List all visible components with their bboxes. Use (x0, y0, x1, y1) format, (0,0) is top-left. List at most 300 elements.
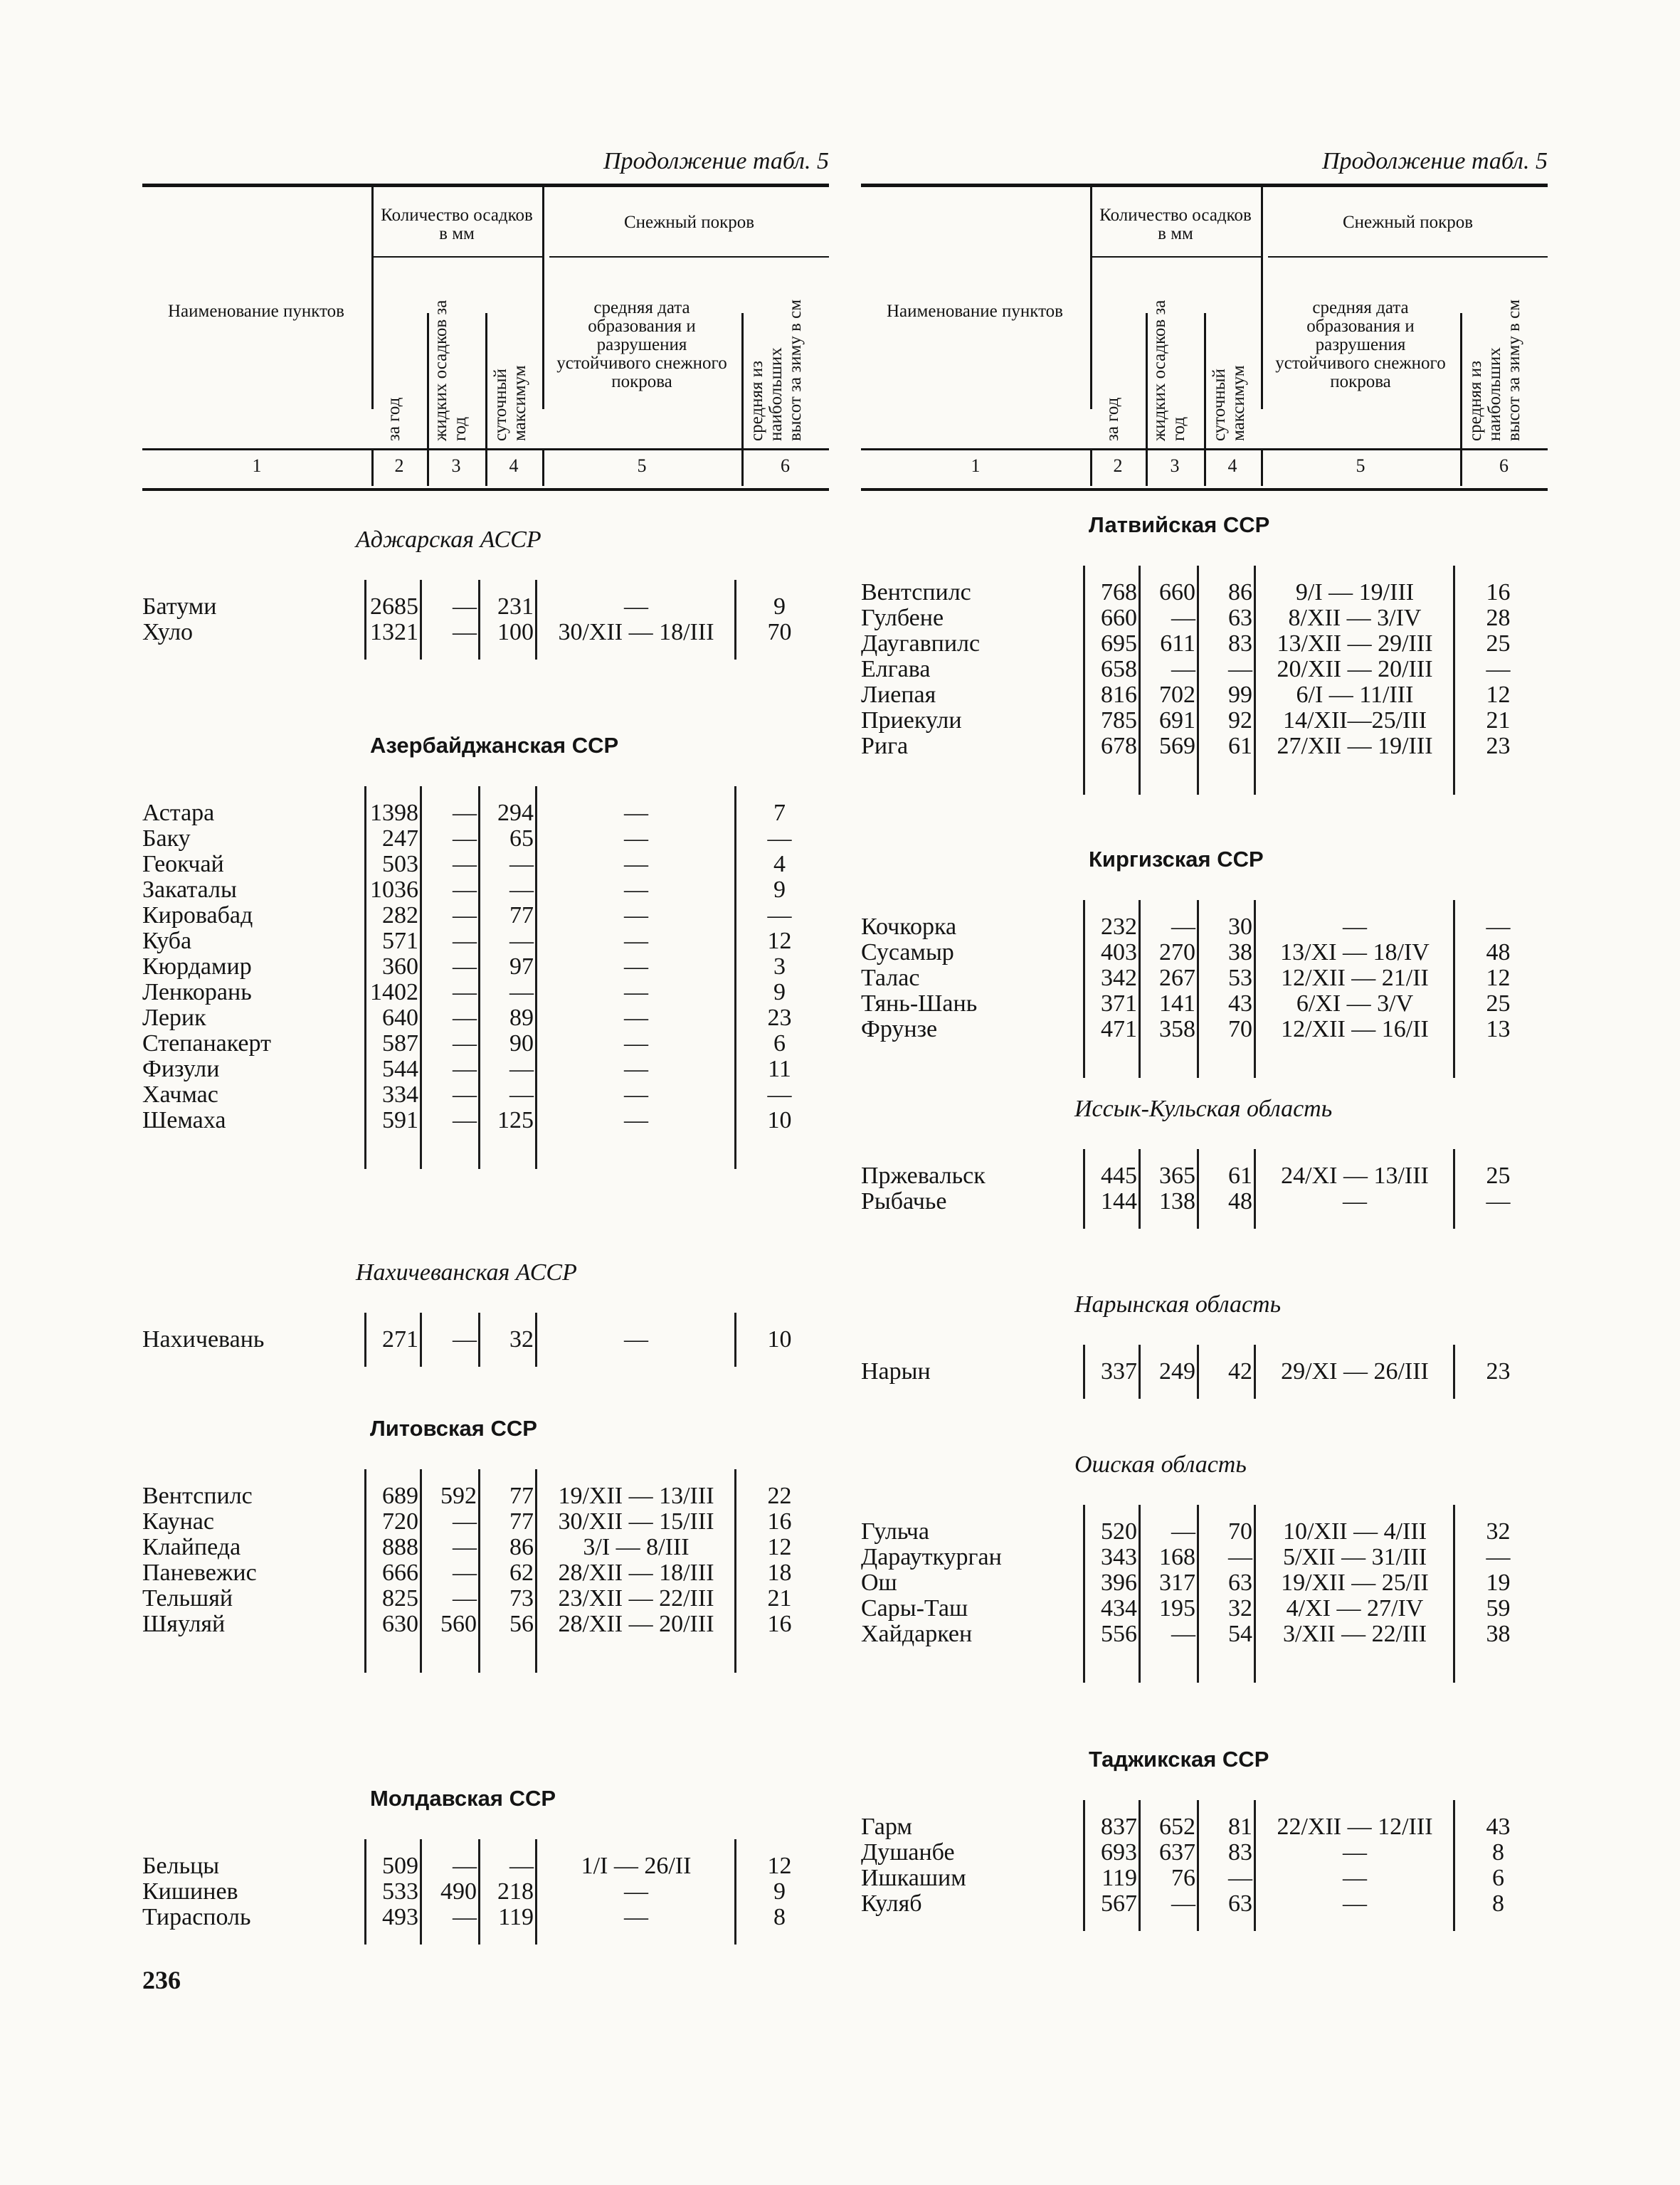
precip-year: 768 (1101, 579, 1137, 605)
table-row (142, 1853, 829, 1879)
table-row (861, 914, 1548, 940)
precip-year: 520 (1101, 1518, 1137, 1545)
station-name: Лиепая (861, 682, 936, 708)
snow-dates: 24/XI — 13/III (1281, 1163, 1429, 1189)
header-divider (542, 185, 544, 409)
daily-column-header: суточный максимум (491, 365, 529, 441)
snow-group-rule (1268, 256, 1548, 258)
precip-daily-max: 125 (497, 1107, 534, 1133)
snow-dates: — (624, 851, 648, 877)
precip-year: 1398 (370, 800, 418, 826)
station-name: Фрунзе (861, 1016, 938, 1042)
snow-dates: — (624, 800, 648, 826)
snow-dates: 30/XII — 15/III (558, 1508, 714, 1535)
station-name: Гулбене (861, 605, 944, 631)
station-name: Шемаха (142, 1107, 226, 1133)
snow-height: 3 (773, 953, 786, 980)
station-name: Каунас (142, 1508, 214, 1535)
year-column-header: за год (384, 397, 403, 441)
precip-liquid: — (453, 851, 477, 877)
station-name: Ош (861, 1570, 897, 1596)
precip-daily-max: 70 (1228, 1518, 1252, 1545)
snow-height: 25 (1486, 630, 1511, 657)
snow-height: 21 (767, 1585, 792, 1612)
snow-height: 48 (1486, 939, 1511, 965)
table-row (861, 1814, 1548, 1840)
snow-dates: 13/XI — 18/IV (1280, 939, 1430, 965)
precip-liquid: — (1171, 914, 1195, 940)
header-divider (427, 313, 429, 448)
precip-year: 888 (382, 1534, 418, 1560)
station-name: Лерик (142, 1005, 206, 1031)
snow-dates: 6/I — 11/III (1296, 682, 1414, 708)
precip-daily-max: 38 (1228, 939, 1252, 965)
snow-height: — (767, 1081, 792, 1108)
station-name: Ишкашим (861, 1865, 966, 1891)
snow-dates: — (1343, 1865, 1367, 1891)
header-divider (1261, 185, 1263, 409)
precip-daily-max: — (509, 1081, 534, 1108)
station-name: Рига (861, 733, 909, 759)
precip-liquid: — (453, 1560, 477, 1586)
page-number: 236 (142, 1966, 181, 1994)
snow-dates: — (1343, 1839, 1367, 1866)
precip-daily-max: — (509, 1853, 534, 1879)
precip-liquid: 490 (440, 1878, 477, 1905)
table-row (861, 940, 1548, 965)
precip-daily-max: — (509, 877, 534, 903)
precip-liquid: 611 (1160, 630, 1195, 657)
precip-year: 144 (1101, 1188, 1137, 1215)
snow-dates: — (624, 1326, 648, 1353)
liquid-column-header: жидких осадков за год (1150, 300, 1188, 441)
precip-daily-max: 83 (1228, 1839, 1252, 1866)
precip-year: 591 (382, 1107, 418, 1133)
snow-height: — (1486, 656, 1511, 682)
precip-year: 544 (382, 1056, 418, 1082)
snow-height: 12 (767, 1534, 792, 1560)
table-row (142, 954, 829, 980)
table-row (861, 965, 1548, 991)
station-name: Шяуляй (142, 1611, 226, 1637)
snow-height: — (767, 825, 792, 852)
station-name: Хайдаркен (861, 1621, 973, 1647)
precip-liquid: 76 (1171, 1865, 1195, 1891)
table-row (861, 1840, 1548, 1866)
right-column (861, 142, 1548, 1992)
precip-daily-max: — (1228, 1544, 1252, 1570)
precip-daily-max: 30 (1228, 914, 1252, 940)
table-row (142, 980, 829, 1005)
snow-height: 10 (767, 1107, 792, 1133)
snow-dates: — (1343, 1890, 1367, 1917)
snow-height: — (1486, 1188, 1511, 1215)
station-name: Куба (142, 928, 192, 954)
precip-year: 360 (382, 953, 418, 980)
column-number: 3 (1170, 455, 1180, 476)
snow-height: — (1486, 1544, 1511, 1570)
snow-dates: 6/XI — 3/V (1296, 990, 1414, 1017)
precip-year: 445 (1101, 1163, 1137, 1189)
region-rows (142, 800, 829, 1133)
precip-liquid: — (453, 1585, 477, 1612)
precip-group-header: Количество осадков в мм (381, 206, 533, 243)
precip-daily-max: 92 (1228, 707, 1252, 734)
precip-group-rule (1090, 256, 1261, 258)
snow-height: 4 (773, 851, 786, 877)
precip-year: 837 (1101, 1814, 1137, 1840)
header-divider (485, 313, 487, 448)
station-name: Приекули (861, 707, 962, 734)
region-rows (861, 914, 1548, 1042)
precip-daily-max: 77 (509, 1508, 534, 1535)
precip-year: 343 (1101, 1544, 1137, 1570)
table-row (861, 1866, 1548, 1891)
header-top-rule (142, 184, 829, 187)
table-row (861, 631, 1548, 657)
snow-dates: — (624, 593, 648, 620)
snow-height: — (767, 902, 792, 929)
snow-height: 8 (1492, 1890, 1504, 1917)
header-divider (1204, 313, 1206, 448)
station-name: Хуло (142, 619, 194, 645)
snow-height: 9 (773, 1878, 786, 1905)
snow-height: 22 (767, 1483, 792, 1509)
snow-dates: 23/XII — 22/III (558, 1585, 714, 1612)
region-rows (142, 594, 829, 645)
precip-year: 503 (382, 851, 418, 877)
station-name: Сары-Таш (861, 1595, 968, 1621)
snow-dates: — (624, 928, 648, 954)
precip-daily-max: 90 (509, 1030, 534, 1057)
precip-year: 493 (382, 1904, 418, 1930)
table-row (142, 826, 829, 852)
station-name: Бельцы (142, 1853, 220, 1879)
snow-height: 16 (767, 1611, 792, 1637)
table-row (861, 1519, 1548, 1545)
station-name: Нарын (861, 1358, 931, 1385)
snow-height: 38 (1486, 1621, 1511, 1647)
station-name: Тирасполь (142, 1904, 251, 1930)
snow-dates: 3/XII — 22/III (1282, 1621, 1427, 1647)
station-name: Вентспилс (861, 579, 971, 605)
precip-year: 556 (1101, 1621, 1137, 1647)
precip-year: 434 (1101, 1595, 1137, 1621)
station-name: Елгава (861, 656, 931, 682)
snow-dates: 4/XI — 27/IV (1286, 1595, 1424, 1621)
snow-dates: 28/XII — 18/III (558, 1560, 714, 1586)
table-row (861, 1017, 1548, 1042)
precip-daily-max: — (509, 979, 534, 1005)
table-row (142, 1483, 829, 1509)
snow-height: 43 (1486, 1814, 1511, 1840)
snow-dates: 12/XII — 21/II (1281, 965, 1429, 991)
snow-dates: 12/XII — 16/II (1281, 1016, 1429, 1042)
precip-daily-max: 86 (509, 1534, 534, 1560)
precip-year: 1321 (370, 619, 418, 645)
table-row (142, 1879, 829, 1905)
snow-dates: 9/I — 19/III (1295, 579, 1415, 605)
table-row (861, 1621, 1548, 1647)
precip-liquid: — (453, 1005, 477, 1031)
snow-height: 10 (767, 1326, 792, 1353)
precip-liquid: — (453, 1056, 477, 1082)
precip-liquid: — (453, 1508, 477, 1535)
table-row (142, 1327, 829, 1353)
table-row (142, 929, 829, 954)
column-number: 2 (1113, 455, 1123, 476)
snow-dates: — (1343, 1188, 1367, 1215)
precip-daily-max: 97 (509, 953, 534, 980)
region-title: Латвийская ССР (1089, 512, 1270, 537)
left-column (142, 142, 829, 1992)
precip-daily-max: 231 (497, 593, 534, 620)
precip-liquid: — (453, 979, 477, 1005)
snow-height: 12 (1486, 682, 1511, 708)
column-number: 2 (394, 455, 404, 476)
precip-liquid: — (453, 1030, 477, 1057)
region-title: Ошская область (1074, 1451, 1247, 1478)
region-title: Азербайджанская ССР (370, 733, 619, 758)
snow-height: 23 (1486, 733, 1511, 759)
station-name: Тельшяй (142, 1585, 233, 1612)
precip-liquid: 660 (1159, 579, 1195, 605)
snow-height: 70 (767, 619, 792, 645)
precip-liquid: — (453, 953, 477, 980)
table-row (142, 903, 829, 929)
precip-year: 371 (1101, 990, 1137, 1017)
numbers-bottom-rule (861, 488, 1548, 491)
snow-dates: 28/XII — 20/III (558, 1611, 714, 1637)
region-title: Киргизская ССР (1089, 847, 1264, 872)
snow-group-header: Снежный покров (623, 213, 755, 232)
precip-daily-max: 61 (1228, 1163, 1252, 1189)
snow-height: 9 (773, 979, 786, 1005)
precip-liquid: 702 (1159, 682, 1195, 708)
precip-year: 587 (382, 1030, 418, 1057)
precip-year: 666 (382, 1560, 418, 1586)
precip-daily-max: 77 (509, 902, 534, 929)
snow-height: 6 (773, 1030, 786, 1057)
station-name: Талас (861, 965, 920, 991)
precip-liquid: — (1171, 656, 1195, 682)
station-name: Физули (142, 1056, 220, 1082)
snow-dates: — (624, 877, 648, 903)
header-top-rule (861, 184, 1548, 187)
table-row (861, 708, 1548, 734)
precip-liquid: 270 (1159, 939, 1195, 965)
precip-year: 720 (382, 1508, 418, 1535)
name-column-header: Наименование пунктов (887, 302, 1063, 321)
station-name: Степанакерт (142, 1030, 271, 1057)
table-row (861, 1359, 1548, 1385)
station-name: Астара (142, 800, 215, 826)
snow-dates: 3/I — 8/III (583, 1534, 690, 1560)
precip-year: 271 (382, 1326, 418, 1353)
snow-dates: — (624, 979, 648, 1005)
snow-dates: — (624, 1107, 648, 1133)
precip-liquid: 365 (1159, 1163, 1195, 1189)
precip-liquid: 637 (1159, 1839, 1195, 1866)
precip-daily-max: — (1228, 1865, 1252, 1891)
precip-year: 693 (1101, 1839, 1137, 1866)
station-name: Клайпеда (142, 1534, 241, 1560)
snow-dates: 27/XII — 19/III (1277, 733, 1433, 759)
precip-liquid: — (453, 593, 477, 620)
region-title: Таджикская ССР (1089, 1747, 1269, 1772)
station-name: Кочкорка (861, 914, 957, 940)
table-row (142, 877, 829, 903)
height-column-header: средняя из наибольших высот за зиму в см (747, 299, 805, 441)
precip-year: 403 (1101, 939, 1137, 965)
precip-daily-max: 32 (509, 1326, 534, 1353)
station-name: Пржевальск (861, 1163, 986, 1189)
precip-daily-max: — (509, 851, 534, 877)
station-name: Геокчай (142, 851, 224, 877)
table-row (142, 1005, 829, 1031)
snow-dates: 19/XII — 13/III (558, 1483, 714, 1509)
precip-year: 509 (382, 1853, 418, 1879)
column-number: 1 (971, 455, 981, 476)
snow-dates: 14/XII—25/III (1282, 707, 1427, 734)
station-name: Хачмас (142, 1081, 218, 1108)
precip-liquid: — (1171, 1890, 1195, 1917)
region-rows (861, 1163, 1548, 1215)
precip-daily-max: 119 (498, 1904, 534, 1930)
station-name: Закаталы (142, 877, 237, 903)
precip-liquid: — (453, 1904, 477, 1930)
region-rows (861, 1359, 1548, 1385)
snow-height: 25 (1486, 1163, 1511, 1189)
precip-year: 396 (1101, 1570, 1137, 1596)
snow-dates: — (624, 1005, 648, 1031)
region-rows (142, 1327, 829, 1353)
snow-height: 18 (767, 1560, 792, 1586)
precip-year: 247 (382, 825, 418, 852)
station-name: Тянь-Шань (861, 990, 978, 1017)
precip-daily-max: 77 (509, 1483, 534, 1509)
snow-dates: 5/XII — 31/III (1282, 1544, 1427, 1570)
region-title: Литовская ССР (370, 1416, 537, 1441)
snow-height: 6 (1492, 1865, 1504, 1891)
column-number: 5 (637, 455, 647, 476)
snow-dates: 20/XII — 20/III (1277, 656, 1433, 682)
snow-height: 16 (1486, 579, 1511, 605)
precip-liquid: 267 (1159, 965, 1195, 991)
precip-liquid: — (453, 1326, 477, 1353)
snow-height: 7 (773, 800, 786, 826)
station-name: Кировабад (142, 902, 253, 929)
snow-dates: 29/XI — 26/III (1281, 1358, 1429, 1385)
table-row (142, 1560, 829, 1586)
precip-daily-max: 56 (509, 1611, 534, 1637)
column-number: 4 (509, 455, 519, 476)
snow-dates: 8/XII — 3/IV (1288, 605, 1422, 631)
station-name: Душанбе (861, 1839, 955, 1866)
snow-height: 8 (1492, 1839, 1504, 1866)
daily-column-header: суточный максимум (1210, 365, 1248, 441)
precip-daily-max: 54 (1228, 1621, 1252, 1647)
table-row (142, 800, 829, 826)
table-caption: Продолжение табл. 5 (1321, 148, 1548, 174)
precip-year: 1036 (370, 877, 418, 903)
numbers-bottom-rule (142, 488, 829, 491)
region-title: Нахичеванская АССР (356, 1259, 577, 1286)
snow-height: 8 (773, 1904, 786, 1930)
region-title: Аджарская АССР (356, 527, 541, 553)
table-row (142, 620, 829, 645)
precip-liquid: — (453, 902, 477, 929)
snow-dates: — (624, 1030, 648, 1057)
precip-liquid: 249 (1159, 1358, 1195, 1385)
snow-dates: 13/XII — 29/III (1277, 630, 1433, 657)
precip-year: 533 (382, 1878, 418, 1905)
precip-liquid: — (1171, 1518, 1195, 1545)
header-divider (1460, 313, 1462, 448)
liquid-column-header: жидких осадков за год (431, 300, 470, 441)
precip-liquid: — (453, 1081, 477, 1108)
precip-daily-max: 89 (509, 1005, 534, 1031)
snow-group-header: Снежный покров (1342, 213, 1474, 232)
snow-dates: — (1343, 914, 1367, 940)
precip-year: 825 (382, 1585, 418, 1612)
snow-height: 28 (1486, 605, 1511, 631)
snow-height: 21 (1486, 707, 1511, 734)
station-name: Вентспилс (142, 1483, 253, 1509)
table-row (142, 1612, 829, 1637)
station-name: Рыбачье (861, 1188, 947, 1215)
precip-year: 119 (1101, 1865, 1137, 1891)
precip-year: 630 (382, 1611, 418, 1637)
table-row (861, 1596, 1548, 1621)
precip-daily-max: 83 (1228, 630, 1252, 657)
snow-height: 32 (1486, 1518, 1511, 1545)
precip-liquid: 652 (1159, 1814, 1195, 1840)
header-divider (371, 185, 374, 409)
station-name: Куляб (861, 1890, 922, 1917)
precip-daily-max: 43 (1228, 990, 1252, 1017)
snow-height: 12 (767, 1853, 792, 1879)
snow-group-rule (549, 256, 829, 258)
precip-daily-max: 62 (509, 1560, 534, 1586)
snow-dates: — (624, 825, 648, 852)
table-row (861, 580, 1548, 605)
precip-daily-max: 73 (509, 1585, 534, 1612)
region-rows (142, 1483, 829, 1637)
station-name: Сусамыр (861, 939, 954, 965)
station-name: Кюрдамир (142, 953, 252, 980)
snow-height: 11 (768, 1056, 791, 1082)
date-column-header: средняя дата образования и разрушения устойчивого снежного покрова (556, 298, 727, 391)
precip-year: 2685 (370, 593, 418, 620)
precip-year: 334 (382, 1081, 418, 1108)
table-row (861, 682, 1548, 708)
column-number: 1 (252, 455, 262, 476)
precip-group-rule (371, 256, 542, 258)
precip-daily-max: 294 (497, 800, 534, 826)
precip-liquid: — (453, 877, 477, 903)
precip-daily-max: 42 (1228, 1358, 1252, 1385)
precip-liquid: 560 (440, 1611, 477, 1637)
precip-daily-max: — (509, 1056, 534, 1082)
precip-year: 571 (382, 928, 418, 954)
table-row (861, 657, 1548, 682)
snow-dates: — (624, 953, 648, 980)
precip-year: 678 (1101, 733, 1137, 759)
header-divider (1090, 185, 1092, 409)
precip-daily-max: 63 (1228, 1570, 1252, 1596)
precip-daily-max: 65 (509, 825, 534, 852)
